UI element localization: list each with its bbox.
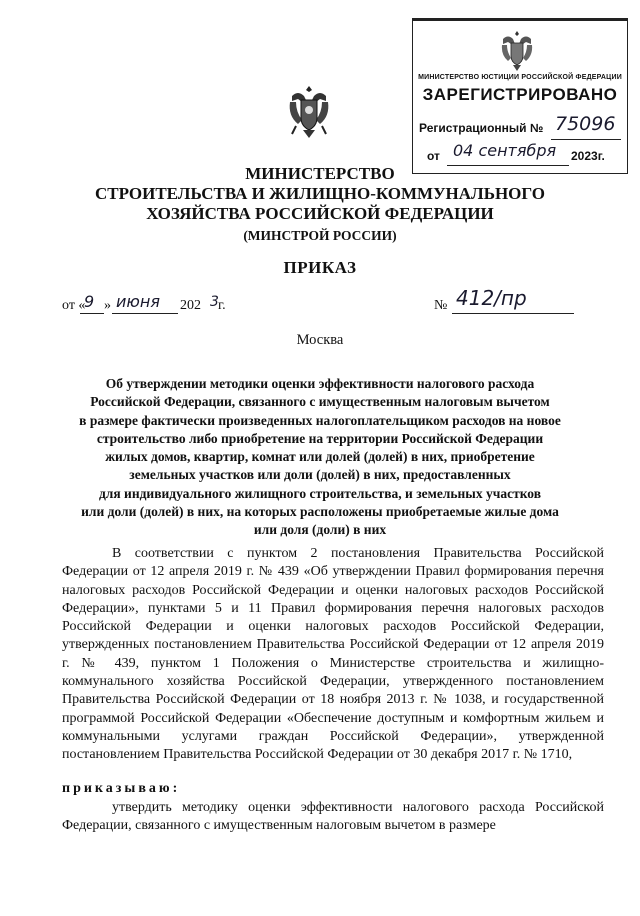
title-line: или доли (долей) в них, на которых расположены приобретаемые жилые дома <box>81 504 559 520</box>
date-year-handwritten: 3 <box>210 294 219 310</box>
stamp-regno-label: Регистрационный № <box>419 121 544 135</box>
date-year-suffix: г. <box>218 298 226 313</box>
date-year: 202 <box>180 298 201 313</box>
title-line: или доля (доли) в них <box>253 522 387 538</box>
stamp-date-label: от <box>427 149 440 163</box>
date-quote: » <box>104 298 111 313</box>
order-title: ПРИКАЗ <box>283 258 357 277</box>
title-line: Об утверждении методики оценки эффективности налогового расхода <box>105 376 535 391</box>
coat-of-arms-icon <box>284 82 334 144</box>
stamp-registered-text: ЗАРЕГИСТРИРОВАНО <box>422 85 618 104</box>
date-month: июня <box>116 292 160 311</box>
title-line: Российской Федерации, связанного с имущественным налоговым вычетом <box>90 394 550 410</box>
date-day-underline <box>80 313 104 314</box>
body-paragraph-1: В соответствии с пунктом 2 постановления Правительства Российской Федерации от 12 апреля 2019 г. № 439 «Об утверждении Правил формирования перечня налоговых расходов Российской Федерации и оценки налоговых расходов Российской Федерации», пунктами 5 и 11 Правил формирования перечня налоговых расходов Российской Федерации и оценки налоговых расходов Российской Федерации, утвержденных постановлением Правительства Российской Федерации от 12 апреля 2019 г. № 439, пунктом 1 Положения о Министерстве строительства и жилищно-коммунального хозяйства Российской Федерации, утвержденного постановлением Правительства Российской Федерации от 18 ноября 2013 г. № 1038, и государственной программой Российской Федерации «Обеспечение доступным и комфортным жильем и коммунальными услугами граждан Российской Федерации», утвержденной постановлением Правительства Российской Федерации от 30 декабря 2017 г. № 1710, <box>62 546 604 763</box>
ministry-line-1: МИНИСТЕРСТВО <box>245 164 395 183</box>
document-title <box>60 375 580 540</box>
stamp-ministry-name: МИНИСТЕРСТВО ЮСТИЦИИ РОССИЙСКОЙ ФЕДЕРАЦИИ <box>418 74 622 81</box>
registration-stamp <box>412 18 628 174</box>
stamp-regno-underline <box>551 139 621 140</box>
ministry-abbreviation: (МИНСТРОЙ РОССИИ) <box>243 228 397 243</box>
stamp-regno-value: 75096 <box>555 113 616 135</box>
title-line: жилых домов, квартир, комнат или долей (долей) в них, приобретение <box>105 449 535 465</box>
order-directive: приказываю: <box>62 781 181 796</box>
stamp-date-year: 2023г. <box>571 149 605 163</box>
order-number-underline <box>452 313 574 314</box>
stamp-coat-of-arms-icon <box>497 29 537 73</box>
ministry-line-3: ХОЗЯЙСТВА РОССИЙСКОЙ ФЕДЕРАЦИИ <box>146 204 494 223</box>
order-number-value: 412/пр <box>456 286 527 310</box>
ministry-heading <box>0 164 640 224</box>
date-month-underline <box>112 313 178 314</box>
title-line: для индивидуального жилищного строительства, и земельных участков <box>98 485 542 501</box>
body-paragraph-2: утвердить методику оценки эффективности налогового расхода Российской Федерации, связанного с имущественным налоговым вычетом в размере <box>62 800 604 834</box>
city: Москва <box>296 332 344 348</box>
title-line: в размере фактически произведенных налогоплательщиком расходов на новое <box>79 412 561 428</box>
title-line: строительство либо приобретение на территории Российской Федерации <box>96 430 544 446</box>
date-day: 9 <box>84 292 95 311</box>
title-line: земельных участков или доли (долей) в них, предоставленных <box>129 467 511 483</box>
order-number-label: № <box>434 298 448 313</box>
date-prefix: от « <box>62 298 86 313</box>
stamp-date-value: 04 сентября <box>453 141 557 160</box>
ministry-line-2: СТРОИТЕЛЬСТВА И ЖИЛИЩНО-КОММУНАЛЬНОГО <box>94 184 546 203</box>
